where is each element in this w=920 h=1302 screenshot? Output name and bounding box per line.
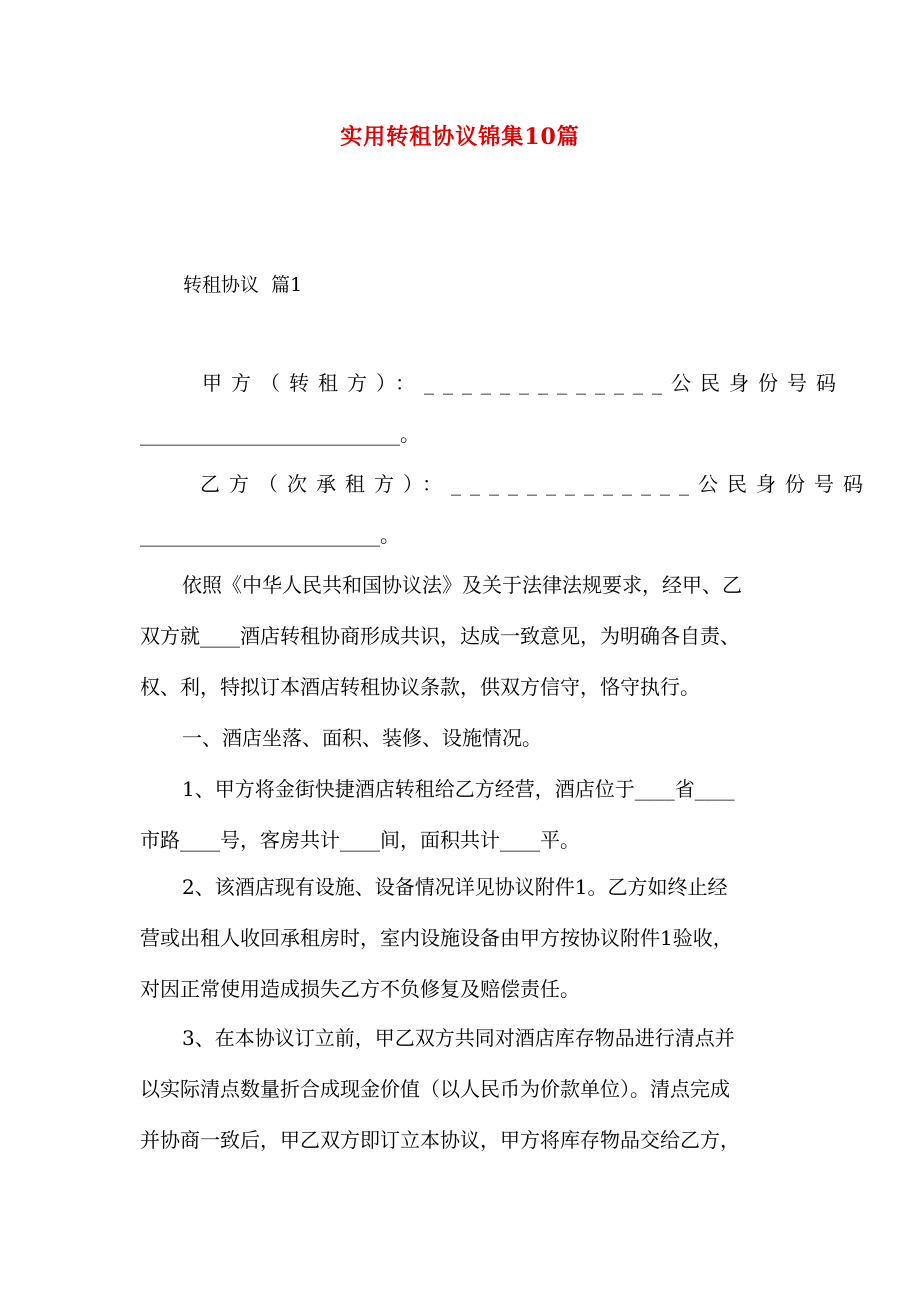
item3-line2: 以实际清点数量折合成现金价值（以人民币为价款单位）。清点完成: [140, 1077, 730, 1101]
intro-line1: 依照《中华人民共和国协议法》及关于法律法规要求，经甲、乙: [182, 573, 742, 597]
clause1-heading-text: 一、酒店坐落、面积、装修、设施情况。: [182, 726, 542, 750]
party-b-block: [140, 459, 872, 561]
party-a-line1: 甲方（转租方）：_____________公民身份号码: [202, 371, 845, 395]
item2-paragraph: [140, 862, 790, 1015]
item2-line2: 营或出租人收回承租房时，室内设施设备由甲方按协议附件1验收，: [140, 926, 733, 950]
item1-line2: 市路____号，客房共计____间，面积共计____平。: [140, 828, 580, 852]
party-b-line2: ________________________。: [140, 523, 400, 547]
clause1-heading: [140, 713, 790, 764]
item2-line1: 2、该酒店现有设施、设备情况详见协议附件1。乙方如终止经: [182, 875, 728, 899]
item2-line3: 对因正常使用造成损失乙方不负修复及赔偿责任。: [140, 977, 580, 1001]
item1-paragraph: [140, 764, 790, 866]
item3-line3: 并协商一致后，甲乙双方即订立本协议，甲方将库存物品交给乙方，: [140, 1128, 740, 1152]
party-a-line2: __________________________。: [140, 422, 420, 446]
document-title: 实用转租协议锦集10篇: [340, 124, 580, 150]
intro-paragraph: [140, 560, 790, 713]
item1-line1: 1、甲方将金街快捷酒店转租给乙方经营，酒店位于____省____: [182, 777, 735, 801]
item3-line1: 3、在本协议订立前，甲乙双方共同对酒店库存物品进行清点并: [182, 1026, 735, 1050]
intro-line2: 双方就____酒店转租协商形成共识，达成一致意见，为明确各自责、: [140, 624, 740, 648]
intro-line3: 权、利，特拟订本酒店转租协议条款，供双方信守，恪守执行。: [140, 675, 700, 699]
section-heading: 转租协议 篇1: [183, 274, 303, 296]
item3-paragraph: [140, 1013, 790, 1166]
party-b-line1: 乙方（次承租方）：_____________公民身份号码: [200, 472, 872, 496]
party-a-block: [140, 358, 845, 460]
